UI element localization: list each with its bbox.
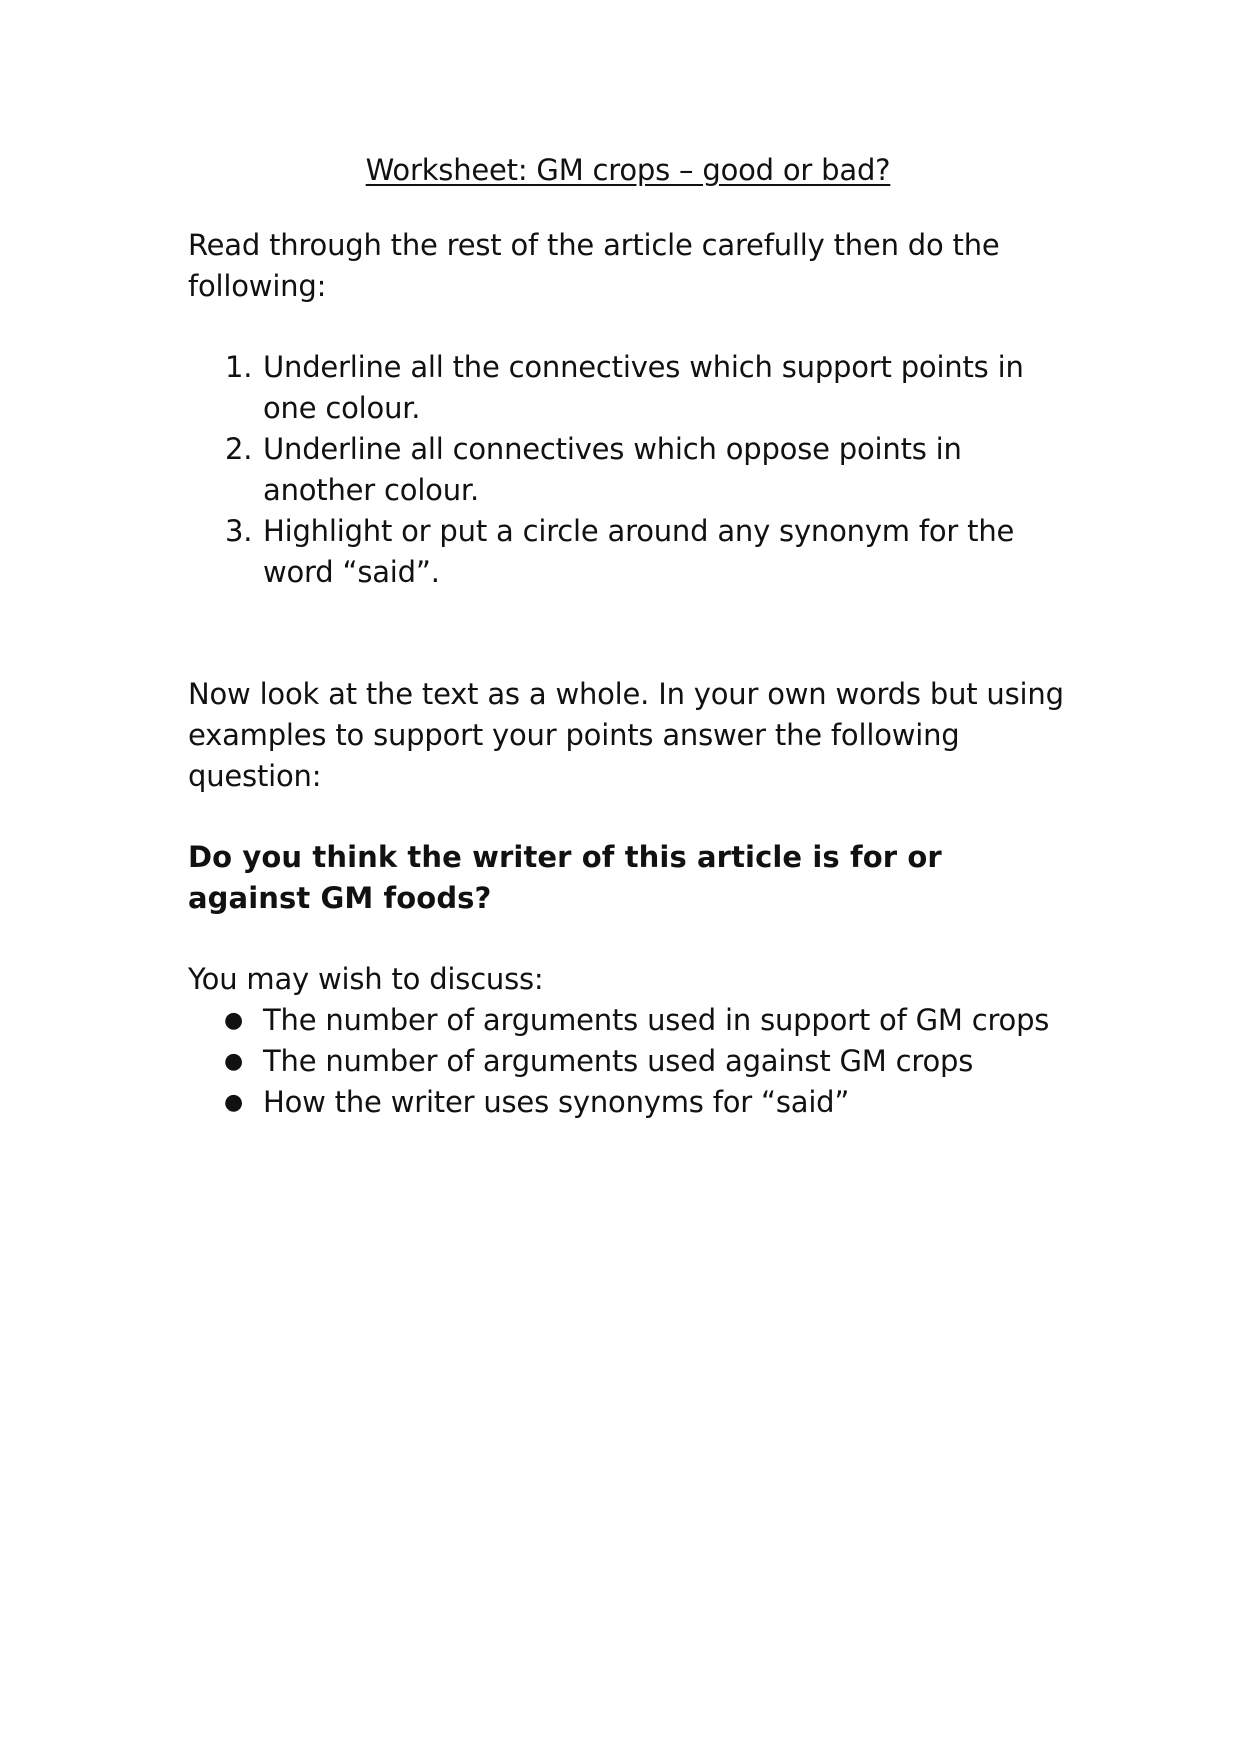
bullet-icon: ●	[224, 1049, 243, 1074]
task-text: Highlight or put a circle around any synonym for the word “said”.	[263, 514, 1015, 589]
worksheet-content	[188, 150, 1068, 1123]
intro-paragraph: Read through the rest of the article carefully then do the following:	[188, 228, 1000, 303]
task-number: 1.	[225, 350, 253, 384]
discussion-point-text: The number of arguments used in support of GM crops	[263, 1003, 1050, 1037]
task-list	[188, 347, 1068, 593]
task-item	[188, 347, 1068, 429]
discussion-point	[188, 1082, 1068, 1123]
bullet-icon: ●	[224, 1090, 243, 1115]
worksheet-title: Worksheet: GM crops – good or bad?	[365, 153, 891, 187]
main-question: Do you think the writer of this article is for or against GM foods?	[188, 840, 942, 915]
discussion-point	[188, 1041, 1068, 1082]
instruction-paragraph: Now look at the text as a whole. In your own words but using examples to support your points answer the following question:	[188, 677, 1064, 793]
discussion-list	[188, 1000, 1068, 1123]
task-number: 2.	[225, 432, 253, 466]
task-item	[188, 511, 1068, 593]
discussion-point-text: The number of arguments used against GM crops	[263, 1044, 974, 1078]
discuss-intro: You may wish to discuss:	[188, 962, 544, 996]
task-text: Underline all connectives which oppose points in another colour.	[263, 432, 962, 507]
task-item	[188, 429, 1068, 511]
task-number: 3.	[225, 514, 253, 548]
bullet-icon: ●	[224, 1008, 243, 1033]
task-text: Underline all the connectives which support points in one colour.	[263, 350, 1024, 425]
discussion-point	[188, 1000, 1068, 1041]
discussion-point-text: How the writer uses synonyms for “said”	[263, 1085, 850, 1119]
